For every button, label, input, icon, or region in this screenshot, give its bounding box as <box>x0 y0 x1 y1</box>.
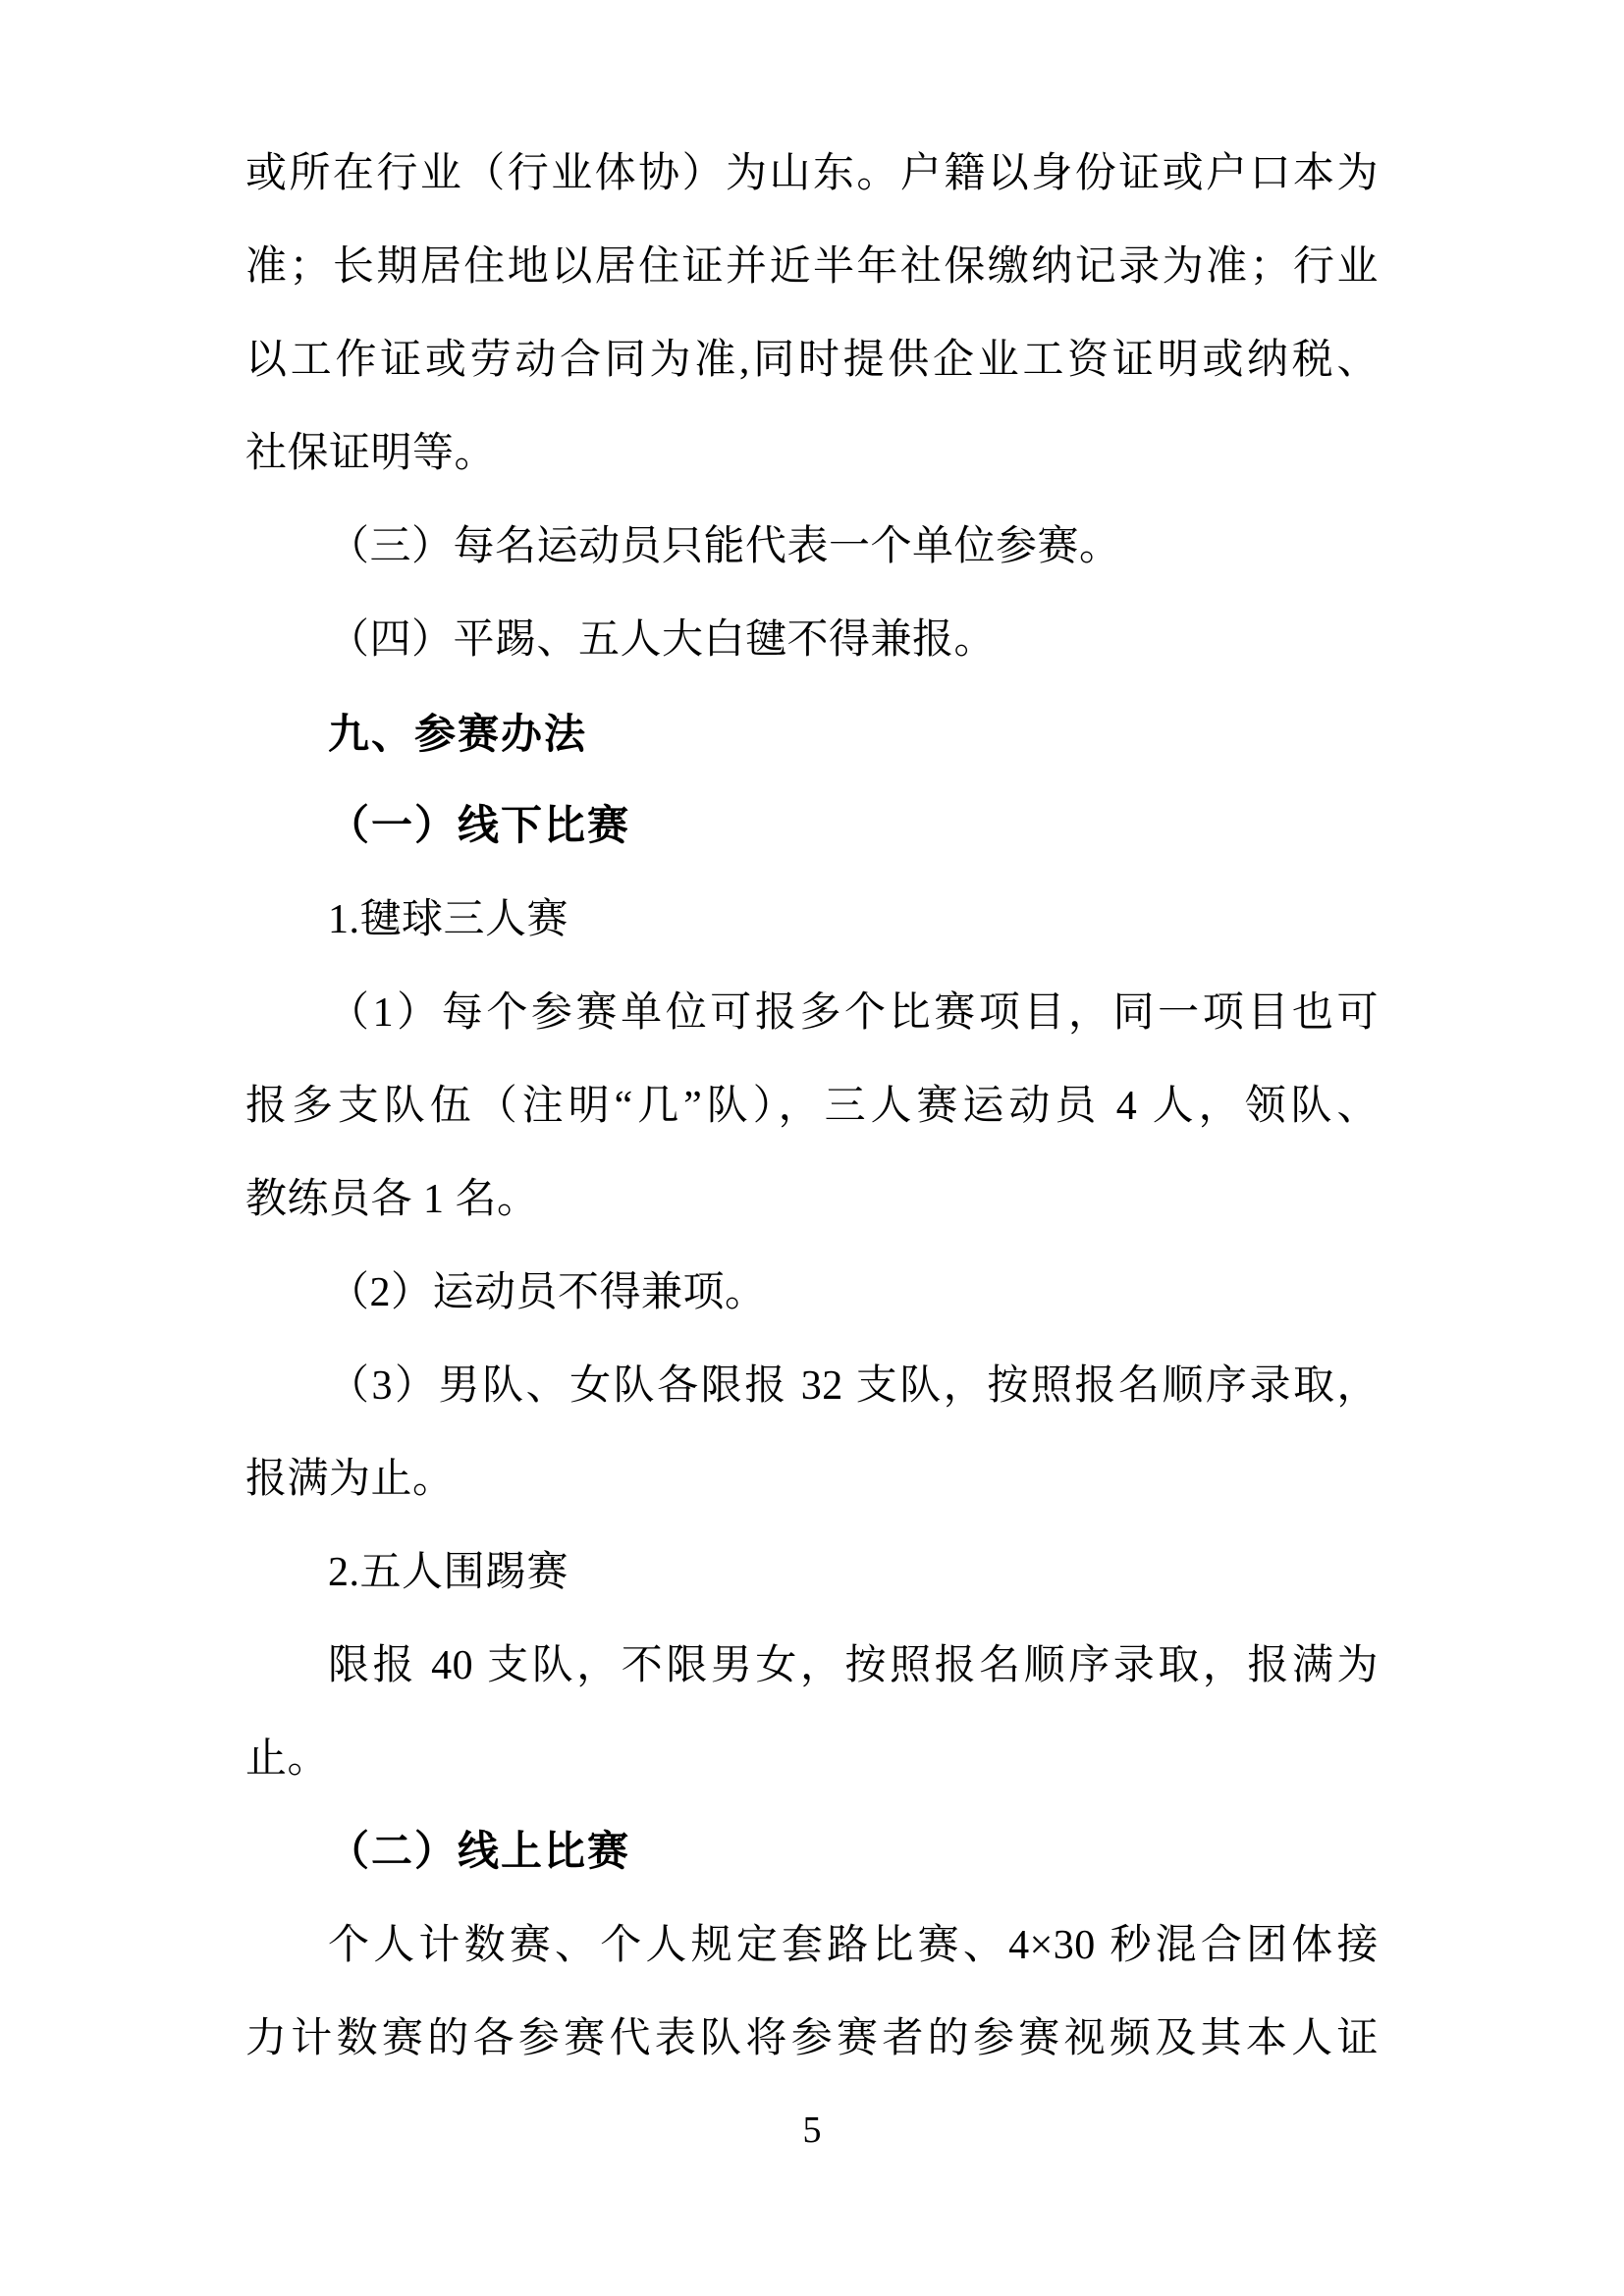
paragraph <box>245 874 1379 967</box>
text-line: 教练员各 1 名。 <box>245 1177 539 1222</box>
text-line: 1.毽球三人赛 <box>328 897 569 942</box>
paragraph <box>245 594 1379 687</box>
text-line: 个人计数赛、个人规定套路比赛、4×30 秒混合团体接 <box>328 1923 1379 1968</box>
text-line: 以工作证或劳动合同为准,同时提供企业工资证明或纳税、 <box>245 338 1379 383</box>
text-line: （一）线下比赛 <box>328 804 631 849</box>
text-line: 限报 40 支队，不限男女，按照报名顺序录取，报满为 <box>328 1643 1379 1688</box>
text-line: 止。 <box>245 1736 330 1782</box>
paragraph <box>245 780 1379 874</box>
paragraph <box>245 1899 1379 2086</box>
paragraph <box>245 1340 1379 1526</box>
paragraph <box>245 967 1379 1247</box>
paragraph <box>245 1806 1379 1899</box>
text-line: 或所在行业（行业体协）为山东。户籍以身份证或户口本为 <box>245 151 1379 196</box>
text-line: 报满为止。 <box>245 1457 455 1502</box>
page-number: 5 <box>802 2109 822 2151</box>
text-line: （1）每个参赛单位可报多个比赛项目，同一项目也可 <box>328 990 1379 1036</box>
paragraph <box>245 1247 1379 1340</box>
paragraph <box>245 1526 1379 1620</box>
text-line: （三）每名运动员只能代表一个单位参赛。 <box>328 524 1121 569</box>
paragraph <box>245 1620 1379 1806</box>
paragraph <box>245 501 1379 594</box>
text-line: 准；长期居住地以居住证并近半年社保缴纳记录为准；行业 <box>245 244 1379 290</box>
text-line: 力计数赛的各参赛代表队将参赛者的参赛视频及其本人证 <box>245 2016 1379 2061</box>
text-line: （3）男队、女队各限报 32 支队，按照报名顺序录取， <box>328 1363 1379 1409</box>
text-line: （二）线上比赛 <box>328 1830 631 1875</box>
text-line: （四）平踢、五人大白毽不得兼报。 <box>328 617 997 663</box>
text-line: （2）运动员不得兼项。 <box>328 1270 767 1315</box>
text-line: 九、参赛办法 <box>328 711 588 757</box>
text-line: 2.五人围踢赛 <box>328 1550 569 1595</box>
text-line: 社保证明等。 <box>245 431 497 476</box>
paragraph <box>245 128 1379 501</box>
paragraph <box>245 687 1379 780</box>
document-body <box>245 128 1379 2086</box>
text-line: 报多支队伍（注明“几”队），三人赛运动员 4 人，领队、 <box>245 1084 1379 1129</box>
